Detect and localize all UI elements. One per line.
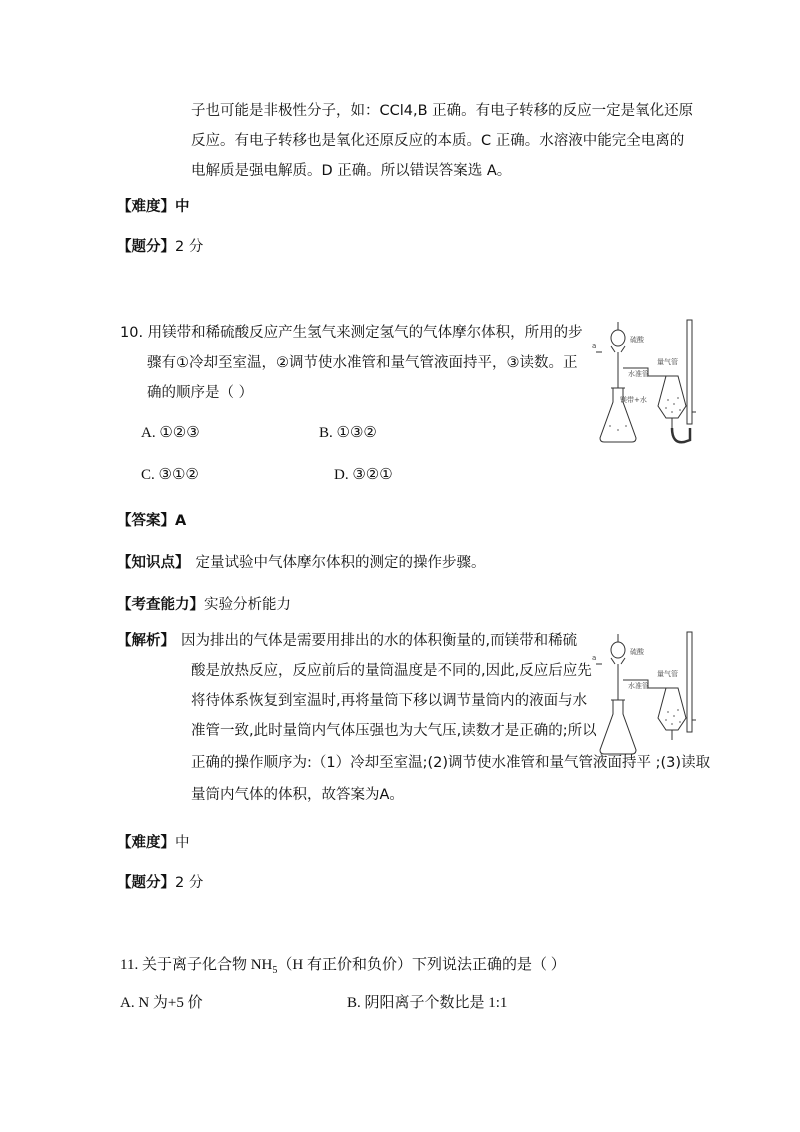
answer-value: A bbox=[175, 513, 187, 529]
q10-knowledge bbox=[117, 553, 486, 573]
label-gas-tube: 量气管 bbox=[657, 358, 678, 366]
q11-stem-pre: 11. 关于离子化合物 NH bbox=[120, 957, 273, 973]
difficulty-value: 中 bbox=[175, 835, 190, 851]
analysis-line-3: 将待体系恢复到室温时,再将量筒下移以调节量筒内的液面与水 bbox=[191, 693, 588, 709]
q9-score bbox=[117, 237, 203, 257]
q9-explanation-line-1: 子也可能是非极性分子，如：CCl4,B 正确。有电子转移的反应一定是氧化还原 bbox=[191, 103, 694, 119]
q9-explanation-line-2: 反应。有电子转移也是氧化还原反应的本质。C 正确。水溶液中能完全电离的 bbox=[191, 133, 685, 149]
score-value: 2 分 bbox=[175, 239, 204, 255]
q10-difficulty bbox=[117, 833, 190, 853]
q10-score bbox=[117, 873, 203, 893]
gas-apparatus-figure-1 bbox=[588, 316, 708, 450]
q10-answer bbox=[117, 511, 186, 531]
q10-option-b[interactable]: B. ①③② bbox=[319, 425, 377, 441]
label-side: a bbox=[592, 654, 597, 662]
q10-ability bbox=[117, 595, 291, 615]
q9-difficulty bbox=[117, 197, 190, 217]
ability-value: 实验分析能力 bbox=[204, 597, 291, 613]
ability-label: 【考查能力】 bbox=[117, 597, 204, 613]
analysis-label: 【解析】 bbox=[117, 633, 175, 649]
score-value: 2 分 bbox=[175, 875, 204, 891]
q10-option-d[interactable]: D. ③②① bbox=[334, 467, 393, 483]
analysis-line-1: 因为排出的气体是需要用排出的水的体积衡量的,而镁带和稀硫 bbox=[181, 633, 578, 649]
difficulty-label: 【难度】 bbox=[117, 835, 175, 851]
gas-apparatus-figure-2 bbox=[588, 628, 708, 762]
score-label: 【题分】 bbox=[117, 239, 175, 255]
label-gas-tube: 量气管 bbox=[657, 670, 678, 678]
knowledge-value: 定量试验中气体摩尔体积的测定的操作步骤。 bbox=[195, 555, 486, 571]
label-level-tube: 水准管 bbox=[628, 682, 649, 690]
q11-stem-sub: 5 bbox=[272, 965, 278, 976]
q10-stem-line-3: 确的顺序是（ ） bbox=[147, 385, 254, 401]
label-side: a bbox=[592, 342, 597, 350]
q10-option-c[interactable]: C. ③①② bbox=[141, 467, 199, 483]
score-label: 【题分】 bbox=[117, 875, 175, 891]
label-acid: 硫酸 bbox=[630, 648, 644, 656]
q9-explanation-line-3: 电解质是强电解质。D 正确。所以错误答案选 A。 bbox=[191, 163, 512, 179]
label-mg-ribbon: 镁带+水 bbox=[620, 396, 647, 404]
label-level-tube: 水准管 bbox=[628, 370, 649, 378]
q10-option-a[interactable]: A. ①②③ bbox=[141, 425, 200, 441]
analysis-line-5: 正确的操作顺序为:（1）冷却至室温;(2)调节使水准管和量气管液面持平 ;(3)读取 bbox=[191, 755, 711, 771]
answer-label: 【答案】 bbox=[117, 513, 175, 529]
analysis-line-4: 准管一致,此时量筒内气体压强也为大气压,读数才是正确的;所以 bbox=[191, 723, 597, 739]
label-acid: 硫酸 bbox=[630, 336, 644, 344]
difficulty-value: 中 bbox=[175, 199, 190, 215]
q10-stem-line-1: 10. 用镁带和稀硫酸反应产生氢气来测定氢气的气体摩尔体积，所用的步 bbox=[120, 325, 583, 341]
difficulty-label: 【难度】 bbox=[117, 199, 175, 215]
q11-option-a[interactable]: A. N 为+5 价 bbox=[120, 995, 203, 1011]
q10-stem-line-2: 骤有①冷却至室温，②调节使水准管和量气管液面持平，③读数。正 bbox=[147, 355, 578, 371]
q11-option-b[interactable]: B. 阴阳离子个数比是 1:1 bbox=[347, 995, 508, 1011]
q11-stem-post: （H 有正价和负价）下列说法正确的是（ ） bbox=[277, 957, 566, 973]
knowledge-label: 【知识点】 bbox=[117, 555, 190, 571]
analysis-line-2: 酸是放热反应，反应前后的量筒温度是不同的,因此,反应后应先 bbox=[191, 663, 592, 679]
analysis-line-6: 量筒内气体的体积，故答案为A。 bbox=[191, 787, 404, 803]
q11-stem bbox=[120, 955, 566, 981]
